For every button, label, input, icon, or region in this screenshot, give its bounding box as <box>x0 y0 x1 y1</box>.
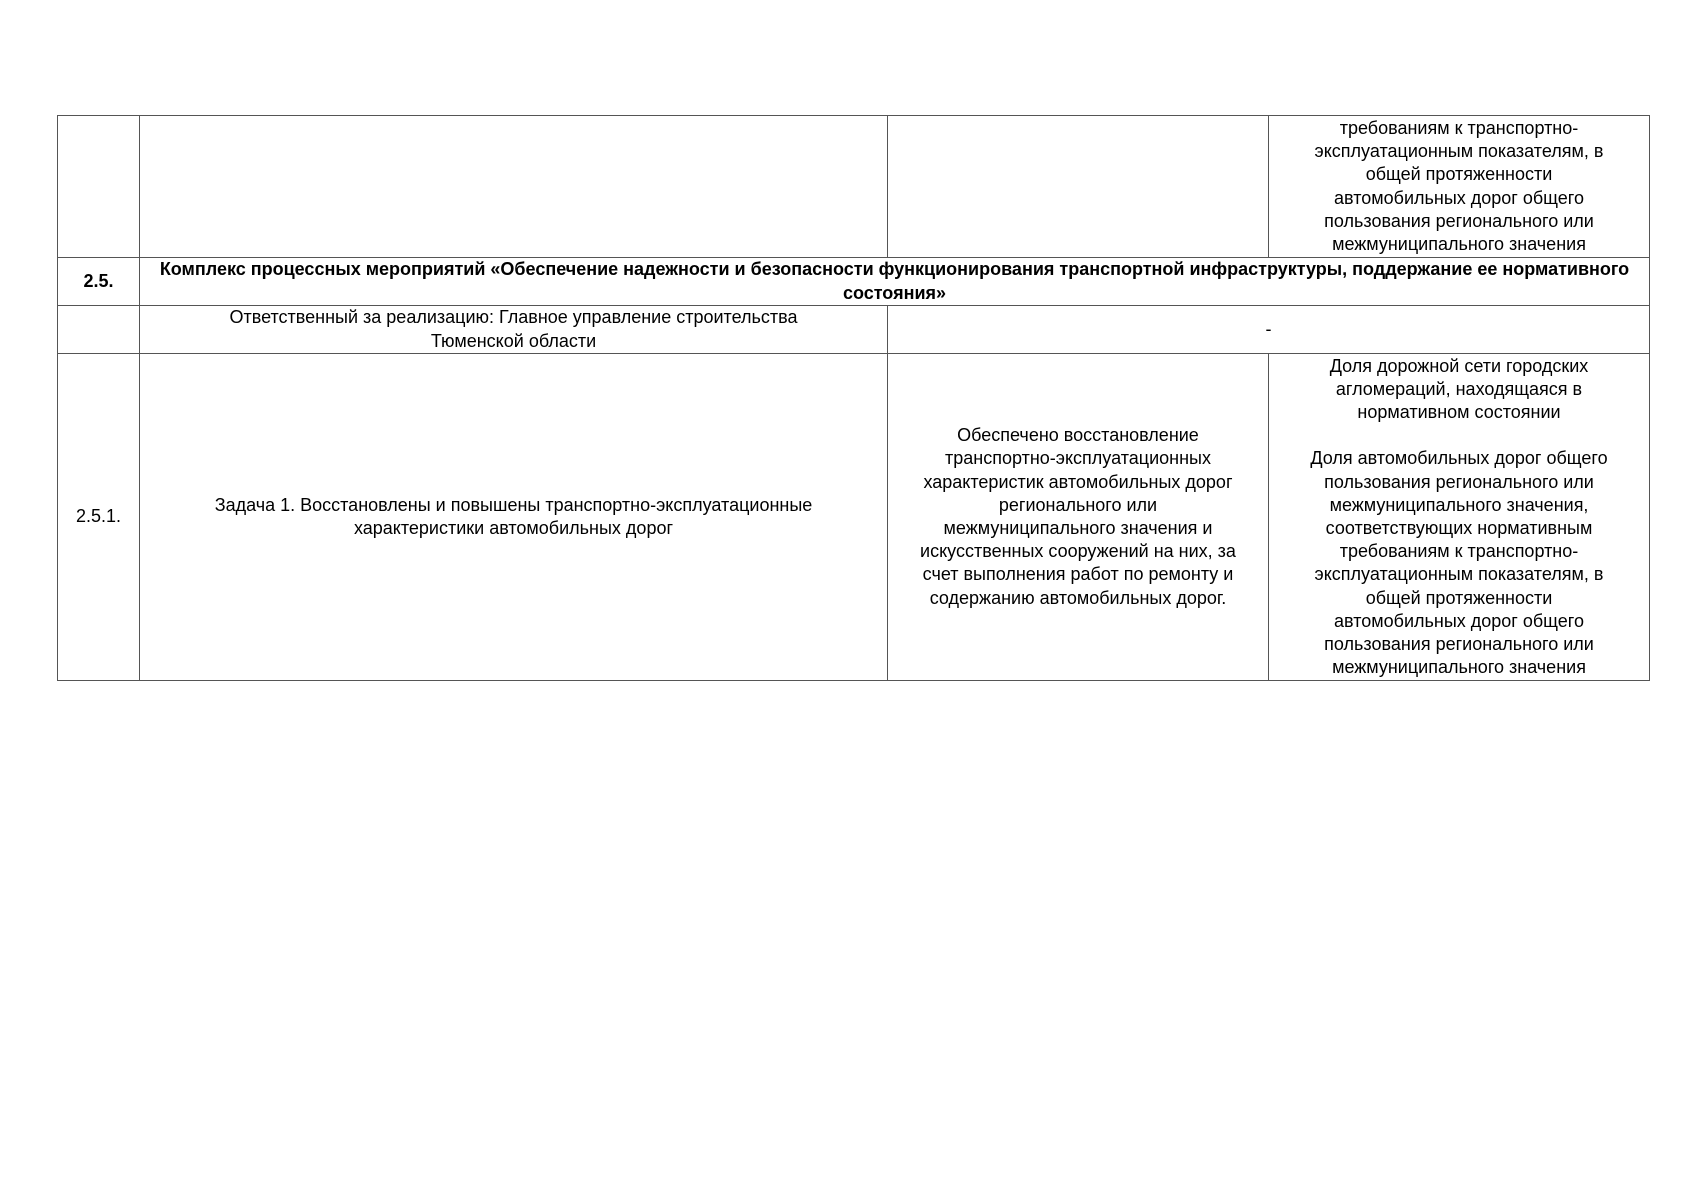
program-table <box>57 115 1650 681</box>
task-number-cell: 2.5.1. <box>58 354 140 681</box>
section-number-cell: 2.5. <box>58 258 140 306</box>
table-row-continuation <box>58 116 1650 258</box>
responsible-value-cell: - <box>888 306 1650 354</box>
task-cell: Задача 1. Восстановлены и повышены транспортно-эксплуатационные характеристики автомобильных дорог <box>140 354 888 681</box>
indicator-cell: Доля дорожной сети городских агломераций, находящаяся в нормативном состоянии Доля автомобильных дорог общего пользования регионального или межмуниципального значения, соответствующих нормативным требованиям к транспортно- эксплуатационным показателям, в общей протяженности автомобильных дорог общего пользования регионального или межмуниципального значения <box>1269 354 1650 681</box>
task-cell <box>140 116 888 258</box>
row-number-cell <box>58 306 140 354</box>
indicator-cell: требованиям к транспортно- эксплуатационным показателям, в общей протяженности автомобильных дорог общего пользования регионального или межмуниципального значения <box>1269 116 1650 258</box>
result-cell <box>888 116 1269 258</box>
row-number-cell <box>58 116 140 258</box>
table-row-section-heading <box>58 258 1650 306</box>
table-row-responsible <box>58 306 1650 354</box>
responsible-label-cell: Ответственный за реализацию: Главное управление строительства Тюменской области <box>140 306 888 354</box>
table-row-task <box>58 354 1650 681</box>
section-title-cell: Комплекс процессных мероприятий «Обеспечение надежности и безопасности функционирования транспортной инфраструктуры, поддержание ее нормативного состояния» <box>140 258 1650 306</box>
result-cell: Обеспечено восстановление транспортно-эксплуатационных характеристик автомобильных дорог регионального или межмуниципального значения и искусственных сооружений на них, за счет выполнения работ по ремонту и содержанию автомобильных дорог. <box>888 354 1269 681</box>
